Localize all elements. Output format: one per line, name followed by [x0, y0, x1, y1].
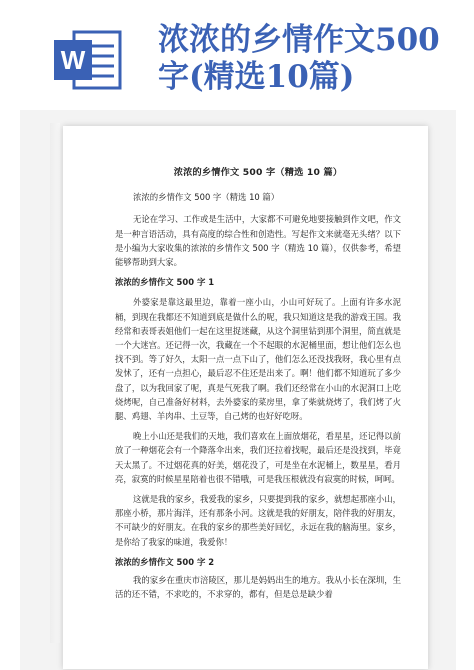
header-banner [0, 0, 474, 100]
document-title: 浓浓的乡情作文 500 字（精选 10 篇） [173, 167, 343, 178]
page-shadow [50, 123, 60, 643]
document-body [115, 166, 401, 607]
word-document-icon [52, 30, 124, 90]
svg-text:W: W [60, 45, 86, 75]
document-subtitle: 浓浓的乡情作文 500 字（精选 10 篇） [133, 192, 280, 203]
paragraph: 外婆家是靠这最里边，靠着一座小山，小山可好玩了。上面有许多水泥桶，到现在我都还不知道到底是做什么的呢，我只知道这是我的游戏王国。我经常和表哥表姐他们一起在这里捉迷藏，从这个洞里钻到那个洞里，简直就是一个大迷宫。还记得一次，我藏在一个不起眼的水泥桶里面，想让他们怎么也找不到。等了好久，太阳一点一点下山了，他们怎么还没找我呀，我心里有点发怵了，还有一点担心，最后忍不住还是出来了。啊！他们都不知道玩了多少盘了，以为我回家了呢，真是气死我了啊。我们还经常在小山的水泥洞口上吃烧烤呢，自己准备好材料，去外婆家的菜房里，拿了柴就烧烤了，我们烤了火腿、鸡翅、羊肉串、土豆等，自己烤的也好好吃呀。 [115, 297, 401, 422]
section-heading: 浓浓的乡情作文 500 字 2 [115, 556, 215, 567]
paragraph: 晚上小山还是我们的天地，我们喜欢在上面放烟花，看星星，还记得以前放了一种烟花会有一个降落伞出来，我们还拉着找呢，最后还是没找到，毕竟天太黑了。不过烟花真的好美，烟花没了，可是坐在水泥桶上，数星星，看月亮，寂寞的时候星星陪着也很不错哦，可是我压根就没有寂寞的时候，呵呵。 [115, 431, 401, 484]
intro-paragraph: 无论在学习、工作或是生活中，大家都不可避免地要接触到作文吧，作文是一种言语活动，具有高度的综合性和创造性。写起作文来就毫无头绪？以下是小编为大家收集的浓浓的乡情作文 500 字（精选 10 篇），仅供参考，希望能够帮助到大家。 [115, 214, 401, 268]
section-heading: 浓浓的乡情作文 500 字 1 [115, 277, 215, 288]
document-page [63, 126, 428, 669]
paragraph: 我的家乡在重庆市涪陵区，那儿是妈妈出生的地方。我从小长在深圳，生活的还不错，不求吃的，不求穿的，都有，但是总是缺少着 [115, 575, 401, 600]
banner-title: 浓浓的乡情作文500字(精选10篇) [158, 22, 440, 95]
paragraph: 这就是我的家乡，我爱我的家乡，只要提到我的家乡，就想起那座小山，那座小桥，那片海洋，还有那条小河。这就是我的好朋友，陪伴我的好朋友，不可缺少的好朋友。在我的家乡的那些美好回忆，永远在我的脑海里。家乡，是你给了我家的味道，我爱你！ [115, 494, 401, 547]
